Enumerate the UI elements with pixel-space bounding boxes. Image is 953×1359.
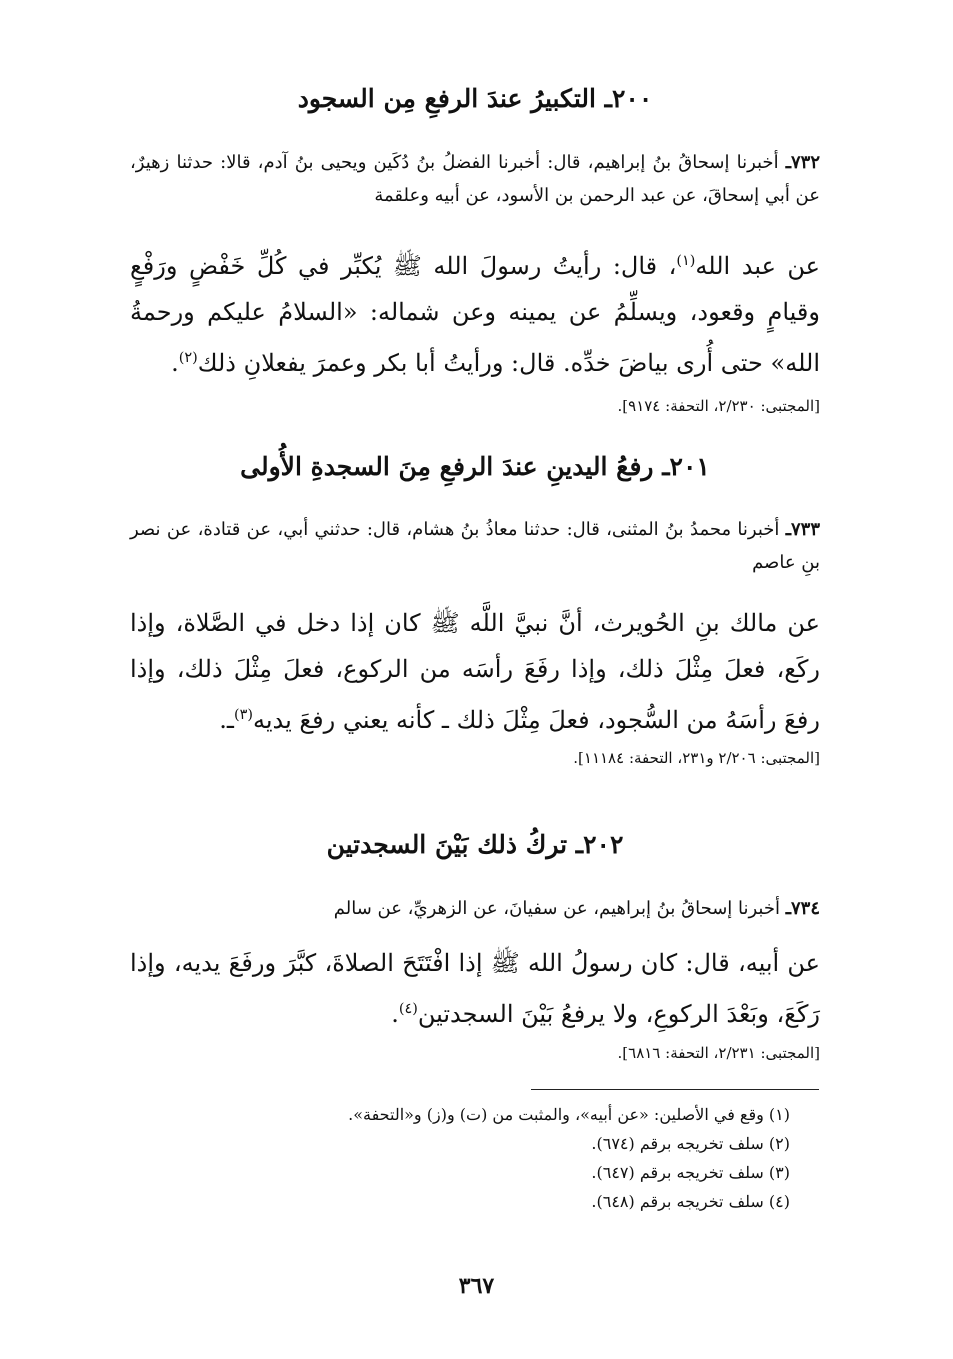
hadith-number: ٧٣٢ـ bbox=[785, 152, 820, 173]
section-heading: ٢٠٢ـ تركُ ذلك بَيْنَ السجدتين bbox=[326, 830, 624, 859]
hadith-reference: [المجتبى: ٢/٢٣١، التحفة: ٦٨١٦]. bbox=[617, 1044, 820, 1062]
hadith-matn bbox=[130, 600, 820, 743]
hadith-isnad bbox=[130, 146, 820, 212]
isnad-text: أخبرنا إسحاقُ بنُ إبراهيم، قال: أخبرنا الفضلُ بنُ دُكَين ويحيى بنُ آدم، قالا: حدثنا زهيرٌ، عن أبي إسحاقَ، عن عبد الرحمن بن الأسود، عن أبيه وعلقمة bbox=[130, 152, 820, 206]
matn-text: . bbox=[391, 1000, 399, 1028]
isnad-text: أخبرنا محمدُ بنُ المثنى، قال: حدثنا معاذُ بنُ هشام، قال: حدثني أبي، عن قتادة، عن نصر بنِ عاصم bbox=[130, 519, 820, 573]
matn-text: عن مالك بنِ الحُويرث، أنَّ نبيَّ اللَّه ﷺ كان إذا دخل في الصَّلاة، وإذا ركَع، فعلَ مِثْلَ ذلك، وإذا رفَعَ رأسَه من الركوع، فعلَ مِثْلَ ذلك، وإذا رفعَ رأسَهُ من السُّجود، فعلَ مِثْلَ ذلك ـ كأنه يعني رفعَ يديه bbox=[130, 609, 820, 734]
footnote-marker[interactable]: (١) bbox=[676, 253, 696, 269]
matn-text: ـ. bbox=[219, 706, 234, 734]
footnote-divider bbox=[531, 1089, 819, 1090]
hadith-reference: [المجتبى: ٢/٢٣٠، التحفة: ٩١٧٤]. bbox=[617, 397, 820, 415]
hadith-number: ٧٣٤ـ bbox=[785, 898, 820, 919]
hadith-matn bbox=[130, 940, 820, 1037]
footnote: (٢) سلف تخريجه برقم (٦٧٤). bbox=[591, 1134, 790, 1153]
hadith-number: ٧٣٣ـ bbox=[785, 519, 820, 540]
matn-text: ، قال: رأيتُ رسولَ الله ﷺ يُكبِّر في كُلِّ خَفْضٍ ورَفْعٍ وقيامٍ وقعود، ويسلِّمُ عن يمينه وعن شماله: «السلامُ عليكم ورحمةُ الله» حتى أُرى بياضَ خدِّه. قال: ورأيتُ أبا بكر وعمرَ يفعلانِ ذلك bbox=[130, 252, 820, 377]
isnad-text: أخبرنا إسحاقُ بنُ إبراهيم، عن سفيانَ، عن الزهريِّ، عن سالم bbox=[333, 898, 786, 919]
footnote: (٤) سلف تخريجه برقم (٦٤٨). bbox=[591, 1192, 790, 1211]
section-heading: ٢٠٠ـ التكبيرُ عندَ الرفعِ مِن السجود bbox=[297, 84, 653, 113]
matn-text: عن أبيه، قال: كان رسولُ الله ﷺ إذا افْتَتَحَ الصلاةَ، كبَّرَ ورفَعَ يديه، وإذا رَكَعَ، وبَعْدَ الركوعِ، ولا يرفعُ بَيْنَ السجدتين bbox=[130, 949, 820, 1028]
section-heading: ٢٠١ـ رفعُ اليدينِ عندَ الرفعِ مِنَ السجدةِ الأُولى bbox=[240, 452, 710, 481]
hadith-isnad bbox=[130, 513, 820, 579]
matn-text: عن عبد الله bbox=[695, 252, 820, 280]
footnote-marker[interactable]: (٣) bbox=[233, 707, 253, 723]
page-number: ٣٦٧ bbox=[458, 1273, 495, 1299]
hadith-reference: [المجتبى: ٢/٢٠٦ و٢٣١، التحفة: ١١١٨٤]. bbox=[573, 749, 820, 767]
footnote: (١) وقع في الأصلين: «عن أبيه»، والمثبت من (ت) و(ز) و«التحفة». bbox=[348, 1105, 790, 1124]
footnote-marker[interactable]: (٢) bbox=[178, 350, 198, 366]
hadith-isnad bbox=[130, 892, 820, 925]
footnote: (٣) سلف تخريجه برقم (٦٤٧). bbox=[591, 1163, 790, 1182]
matn-text: . bbox=[171, 349, 179, 377]
footnote-marker[interactable]: (٤) bbox=[398, 1001, 418, 1017]
hadith-matn bbox=[130, 238, 820, 386]
footnotes bbox=[130, 1100, 790, 1216]
